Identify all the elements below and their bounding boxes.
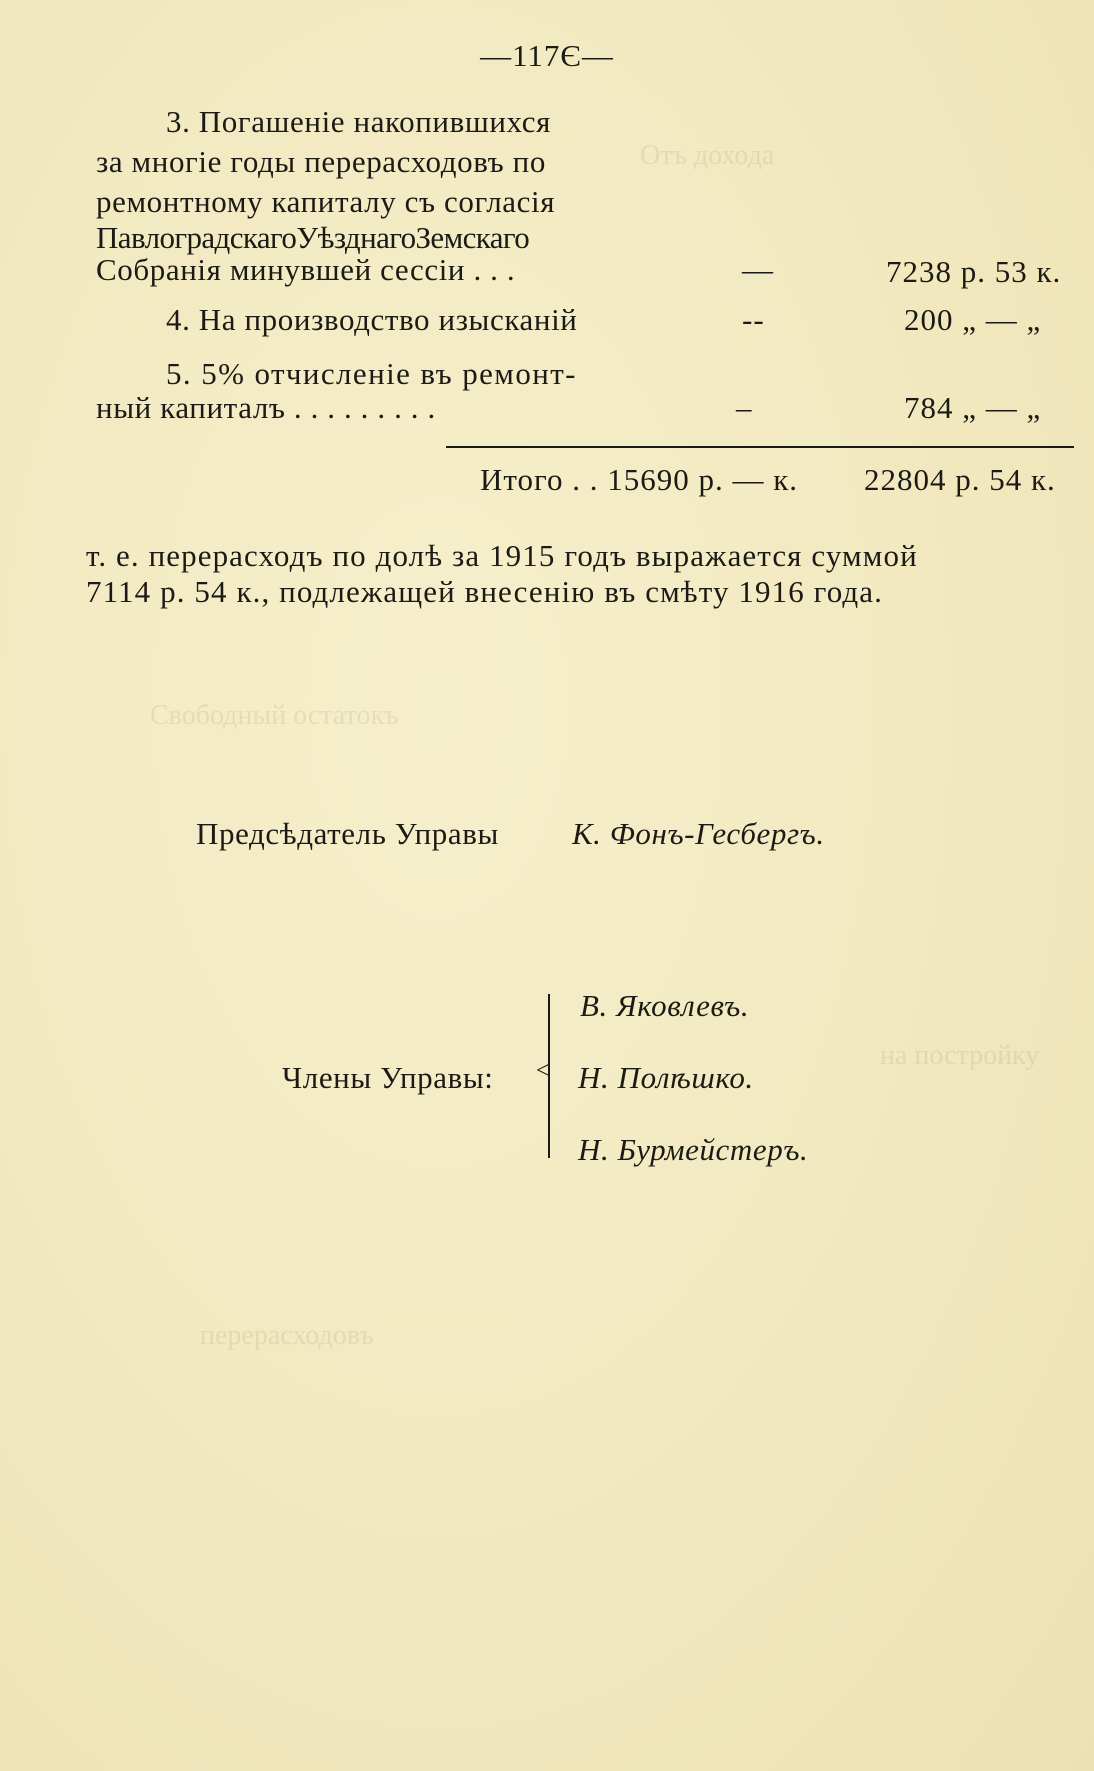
item3-line-5: Собранія минувшей сессіи . . . — [96, 252, 516, 287]
page-number: —117Є— — [480, 38, 614, 73]
item5-line-2: ный капиталъ . . . . . . . . . — [96, 390, 436, 425]
item3-line-2: за многіе годы перерасходовъ по — [96, 144, 546, 179]
member-name-1: В. Яковлевъ. — [580, 988, 750, 1023]
item4-text: 4. На производство изысканій — [166, 302, 578, 337]
members-label: Члены Управы: — [282, 1060, 494, 1095]
item5-line-1: 5. 5% отчисленіе въ ремонт- — [166, 356, 577, 391]
total-amount: 22804 р. 54 к. — [864, 462, 1056, 497]
bleed-through-text: на постройку — [880, 1040, 1040, 1071]
member-name-2: Н. Полѣшко. — [578, 1060, 754, 1095]
chairman-label: Предсѣдатель Управы — [196, 816, 499, 851]
item3-amount: 7238 р. 53 к. — [886, 254, 1062, 289]
note-line-2: 7114 р. 54 к., подлежащей внесенію въ смѣту 1916 года. — [86, 574, 883, 609]
total-rule — [446, 446, 1074, 448]
item3-line-1: 3. Погашеніе накопившихся — [166, 104, 551, 139]
item4-amount: 200 „ — „ — [904, 302, 1042, 337]
chairman-signature: К. Фонъ-Гесбергъ. — [572, 816, 825, 851]
note-line-1: т. е. перерасходъ по долѣ за 1915 годъ выражается суммой — [86, 538, 918, 573]
item3-line-3: ремонтному капиталу съ согласія — [96, 184, 556, 219]
item3-line-4: ПавлоградскагоУѣзднагоЗемскаго — [96, 220, 530, 255]
brace-point: < — [536, 1058, 551, 1084]
item3-dash: — — [742, 252, 774, 287]
total-label: Итого . . 15690 р. — к. — [480, 462, 799, 497]
item4-dash: -- — [742, 302, 765, 337]
bleed-through-text: Свободный остатокъ — [150, 700, 399, 731]
member-name-3: Н. Бурмейстеръ. — [578, 1132, 809, 1167]
item5-dash: – — [736, 390, 753, 425]
item5-amount: 784 „ — „ — [904, 390, 1042, 425]
bleed-through-text: Отъ дохода — [640, 140, 775, 171]
bleed-through-text: перерасходовъ — [200, 1320, 374, 1351]
